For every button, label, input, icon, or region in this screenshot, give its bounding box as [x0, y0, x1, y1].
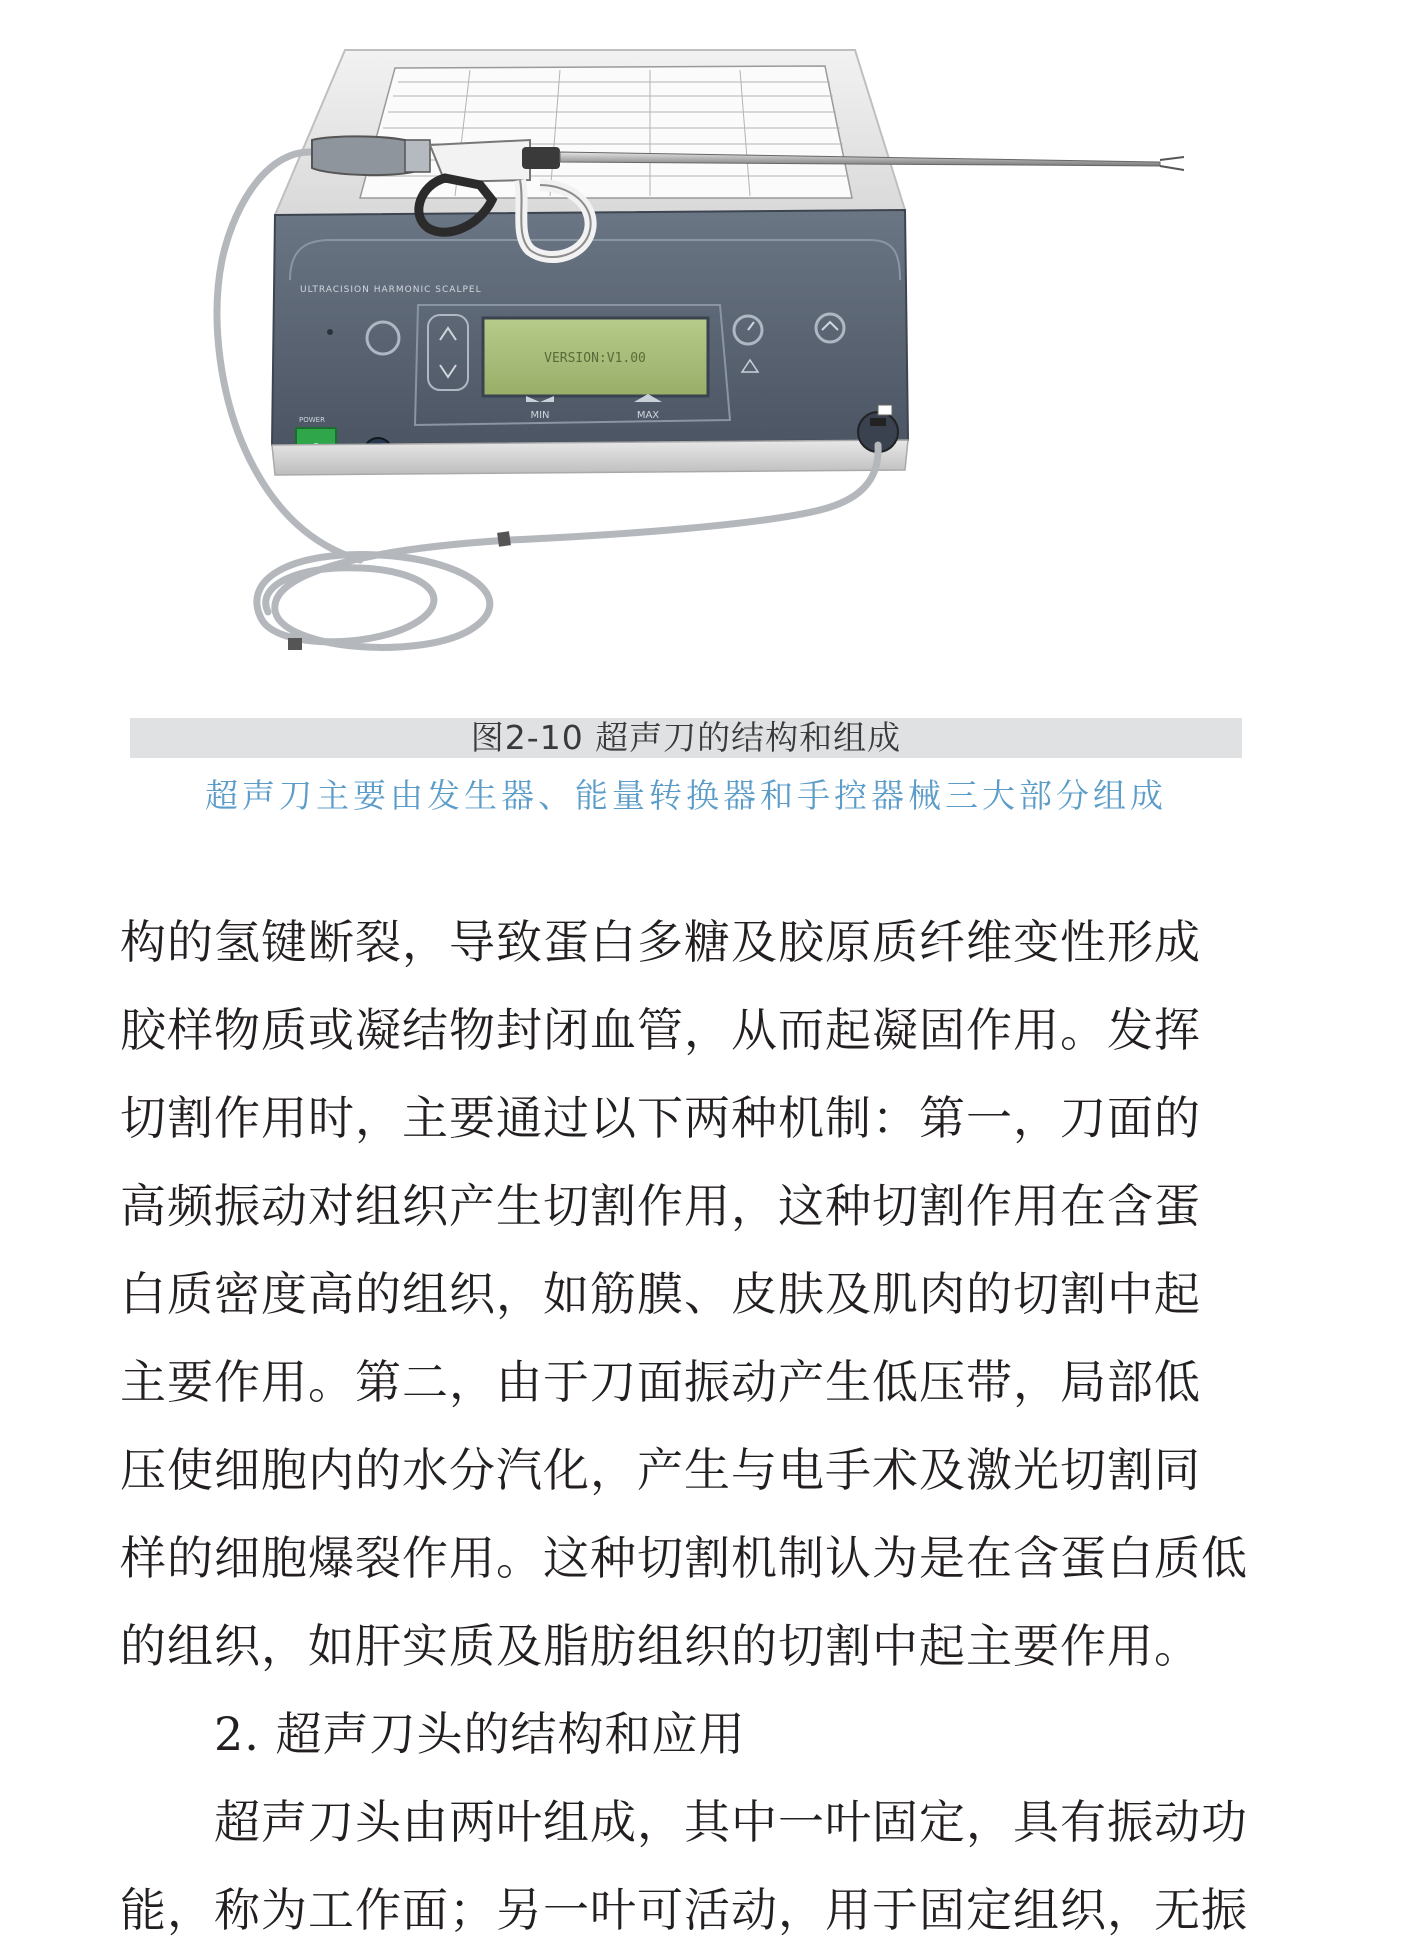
transducer-handpiece: [312, 136, 420, 175]
min-label: MIN: [530, 410, 550, 421]
figure-caption: 图2-10 超声刀的结构和组成: [130, 718, 1242, 758]
body-line: 白质密度高的组织，如筋膜、皮肤及肌肉的切割中起: [120, 1267, 1201, 1321]
panel-brand-label: ULTRACISION HARMONIC SCALPEL: [300, 285, 482, 295]
power-label: POWER: [299, 416, 325, 424]
body-line: 能，称为工作面；另一叶可活动，用于固定组织，无振: [120, 1883, 1248, 1937]
body-line: 压使细胞内的水分汽化，产生与电手术及激光切割同: [120, 1443, 1201, 1497]
body-line: 的组织，如肝实质及脂肪组织的切割中起主要作用。: [120, 1619, 1201, 1673]
scalpel-jaw: [1160, 157, 1184, 170]
body-text: [120, 898, 1260, 1954]
body-line: 样的细胞爆裂作用。这种切割机制认为是在含蛋白质低: [120, 1531, 1248, 1585]
max-label: MAX: [636, 410, 660, 421]
body-line: 胶样物质或凝结物封闭血管，从而起凝固作用。发挥: [120, 1003, 1201, 1057]
lcd-text: VERSION:V1.00: [544, 351, 646, 366]
section-heading: 2. 超声刀头的结构和应用: [214, 1707, 746, 1761]
body-line: 超声刀头由两叶组成，其中一叶固定，具有振动功: [214, 1795, 1248, 1849]
body-line: 构的氢键断裂，导致蛋白多糖及胶原质纤维变性形成: [120, 915, 1201, 969]
figure-subcaption: 超声刀主要由发生器、能量转换器和手控器械三大部分组成: [205, 776, 1167, 815]
body-line: 主要作用。第二，由于刀面振动产生低压带，局部低: [120, 1355, 1201, 1409]
body-line: 高频振动对组织产生切割作用，这种切割作用在含蛋: [120, 1179, 1201, 1233]
ultrasonic-scalpel-illustration: [0, 0, 1420, 710]
device-base: [272, 440, 908, 475]
body-line: 切割作用时，主要通过以下两种机制：第一，刀面的: [120, 1091, 1201, 1145]
device-figure: [0, 0, 1420, 710]
